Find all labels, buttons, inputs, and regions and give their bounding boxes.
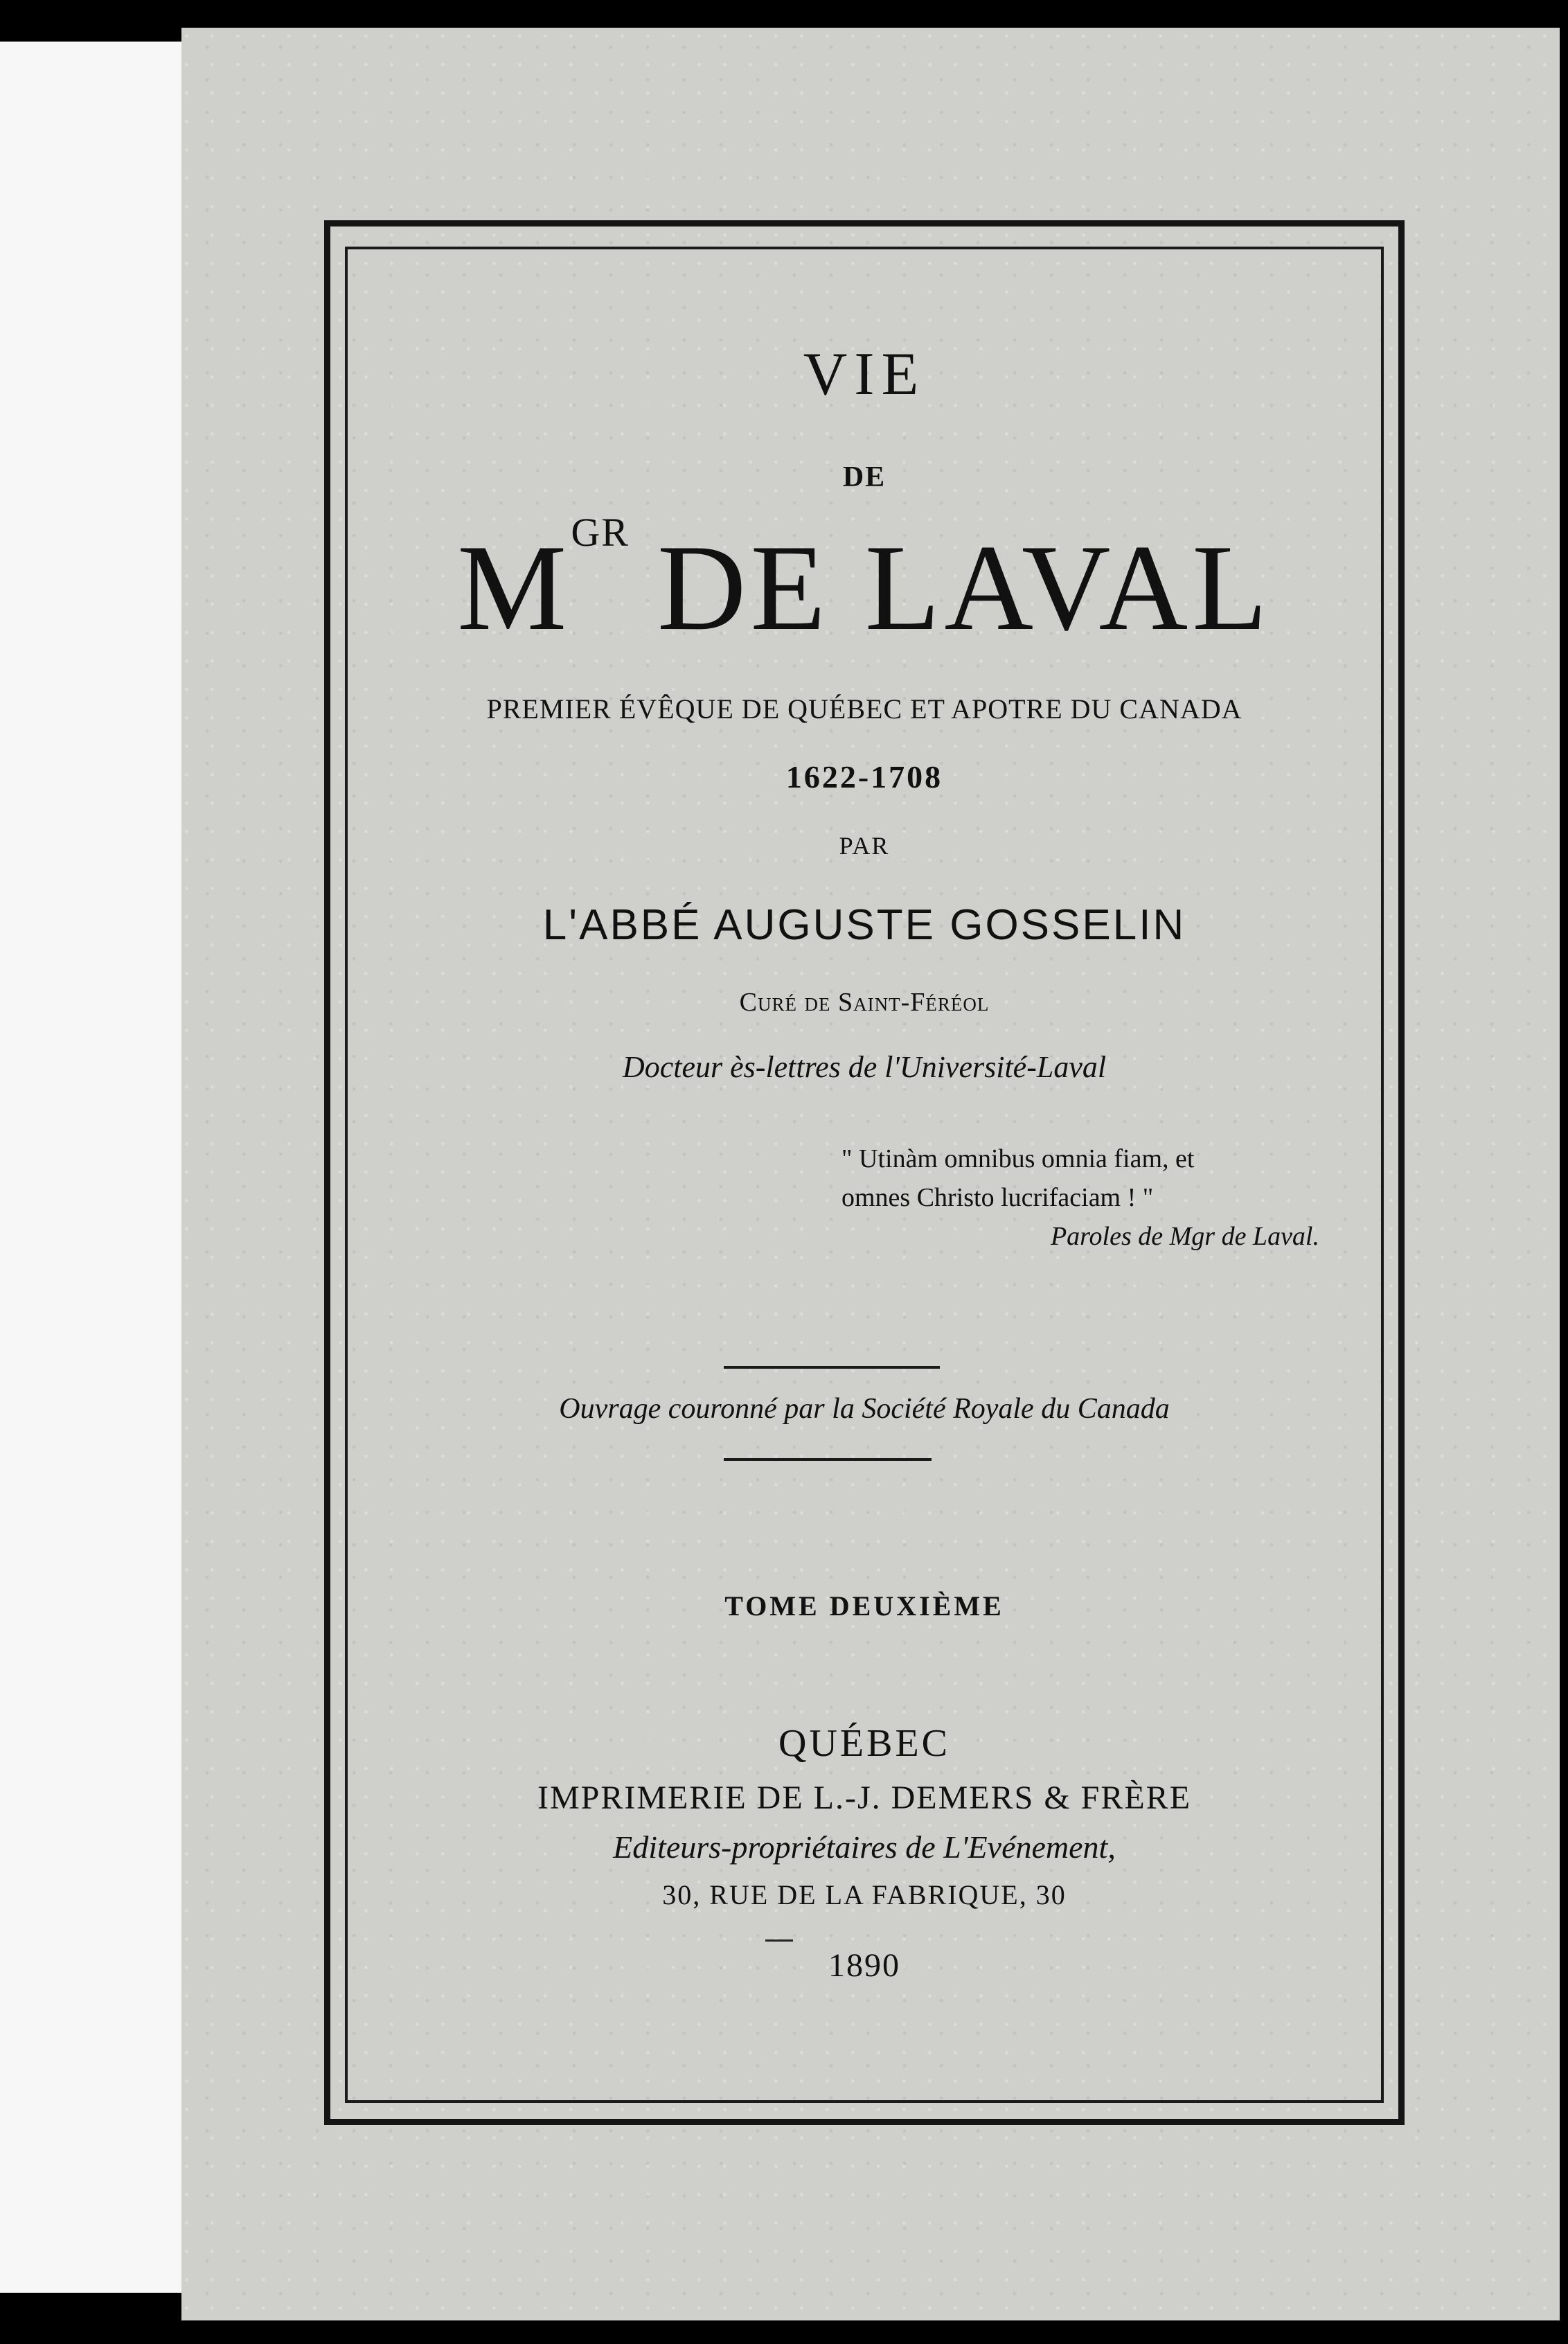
title-de: DE [842, 461, 887, 493]
volume-label: TOME DEUXIÈME [724, 1590, 1004, 1622]
divider-bottom [724, 1458, 932, 1461]
publisher-city: QUÉBEC [778, 1722, 950, 1765]
publication-year: 1890 [828, 1947, 900, 1984]
main-title [345, 509, 1384, 659]
publisher-line: Editeurs-propriétaires de L'Evénement, [613, 1829, 1116, 1865]
printer-name: IMPRIMERIE DE L.-J. DEMERS & FRÈRE [537, 1779, 1192, 1816]
epigraph [841, 1139, 1326, 1256]
author-title: Docteur ès-lettres de l'Université-Laval [622, 1050, 1107, 1084]
subtitle: PREMIER ÉVÊQUE DE QUÉBEC ET APOTRE DU CANADA [486, 693, 1242, 725]
divider-top [724, 1366, 940, 1369]
author-role: Curé de Saint-Féréol [739, 988, 990, 1017]
epigraph-attribution: Paroles de Mgr de Laval. [1050, 1222, 1319, 1251]
title-name: DE LAVAL [657, 519, 1272, 656]
title-prefix: M [457, 519, 571, 656]
epigraph-line-1: " Utinàm omnibus omnia fiam, et [841, 1144, 1195, 1173]
title-prefix-superscript: GR [571, 510, 630, 555]
award-text: Ouvrage couronné par la Société Royale du Canada [559, 1393, 1170, 1425]
title-vie: VIE [803, 341, 926, 408]
by-label: PAR [839, 832, 890, 860]
epigraph-line-2: omnes Christo lucrifaciam ! " [841, 1183, 1154, 1212]
life-years: 1622-1708 [785, 759, 943, 794]
author-name: L'ABBÉ AUGUSTE GOSSELIN [542, 901, 1186, 949]
year-dash [765, 1939, 793, 1942]
publisher-address: 30, RUE DE LA FABRIQUE, 30 [662, 1879, 1067, 1910]
page-margin-edge [0, 42, 181, 2293]
